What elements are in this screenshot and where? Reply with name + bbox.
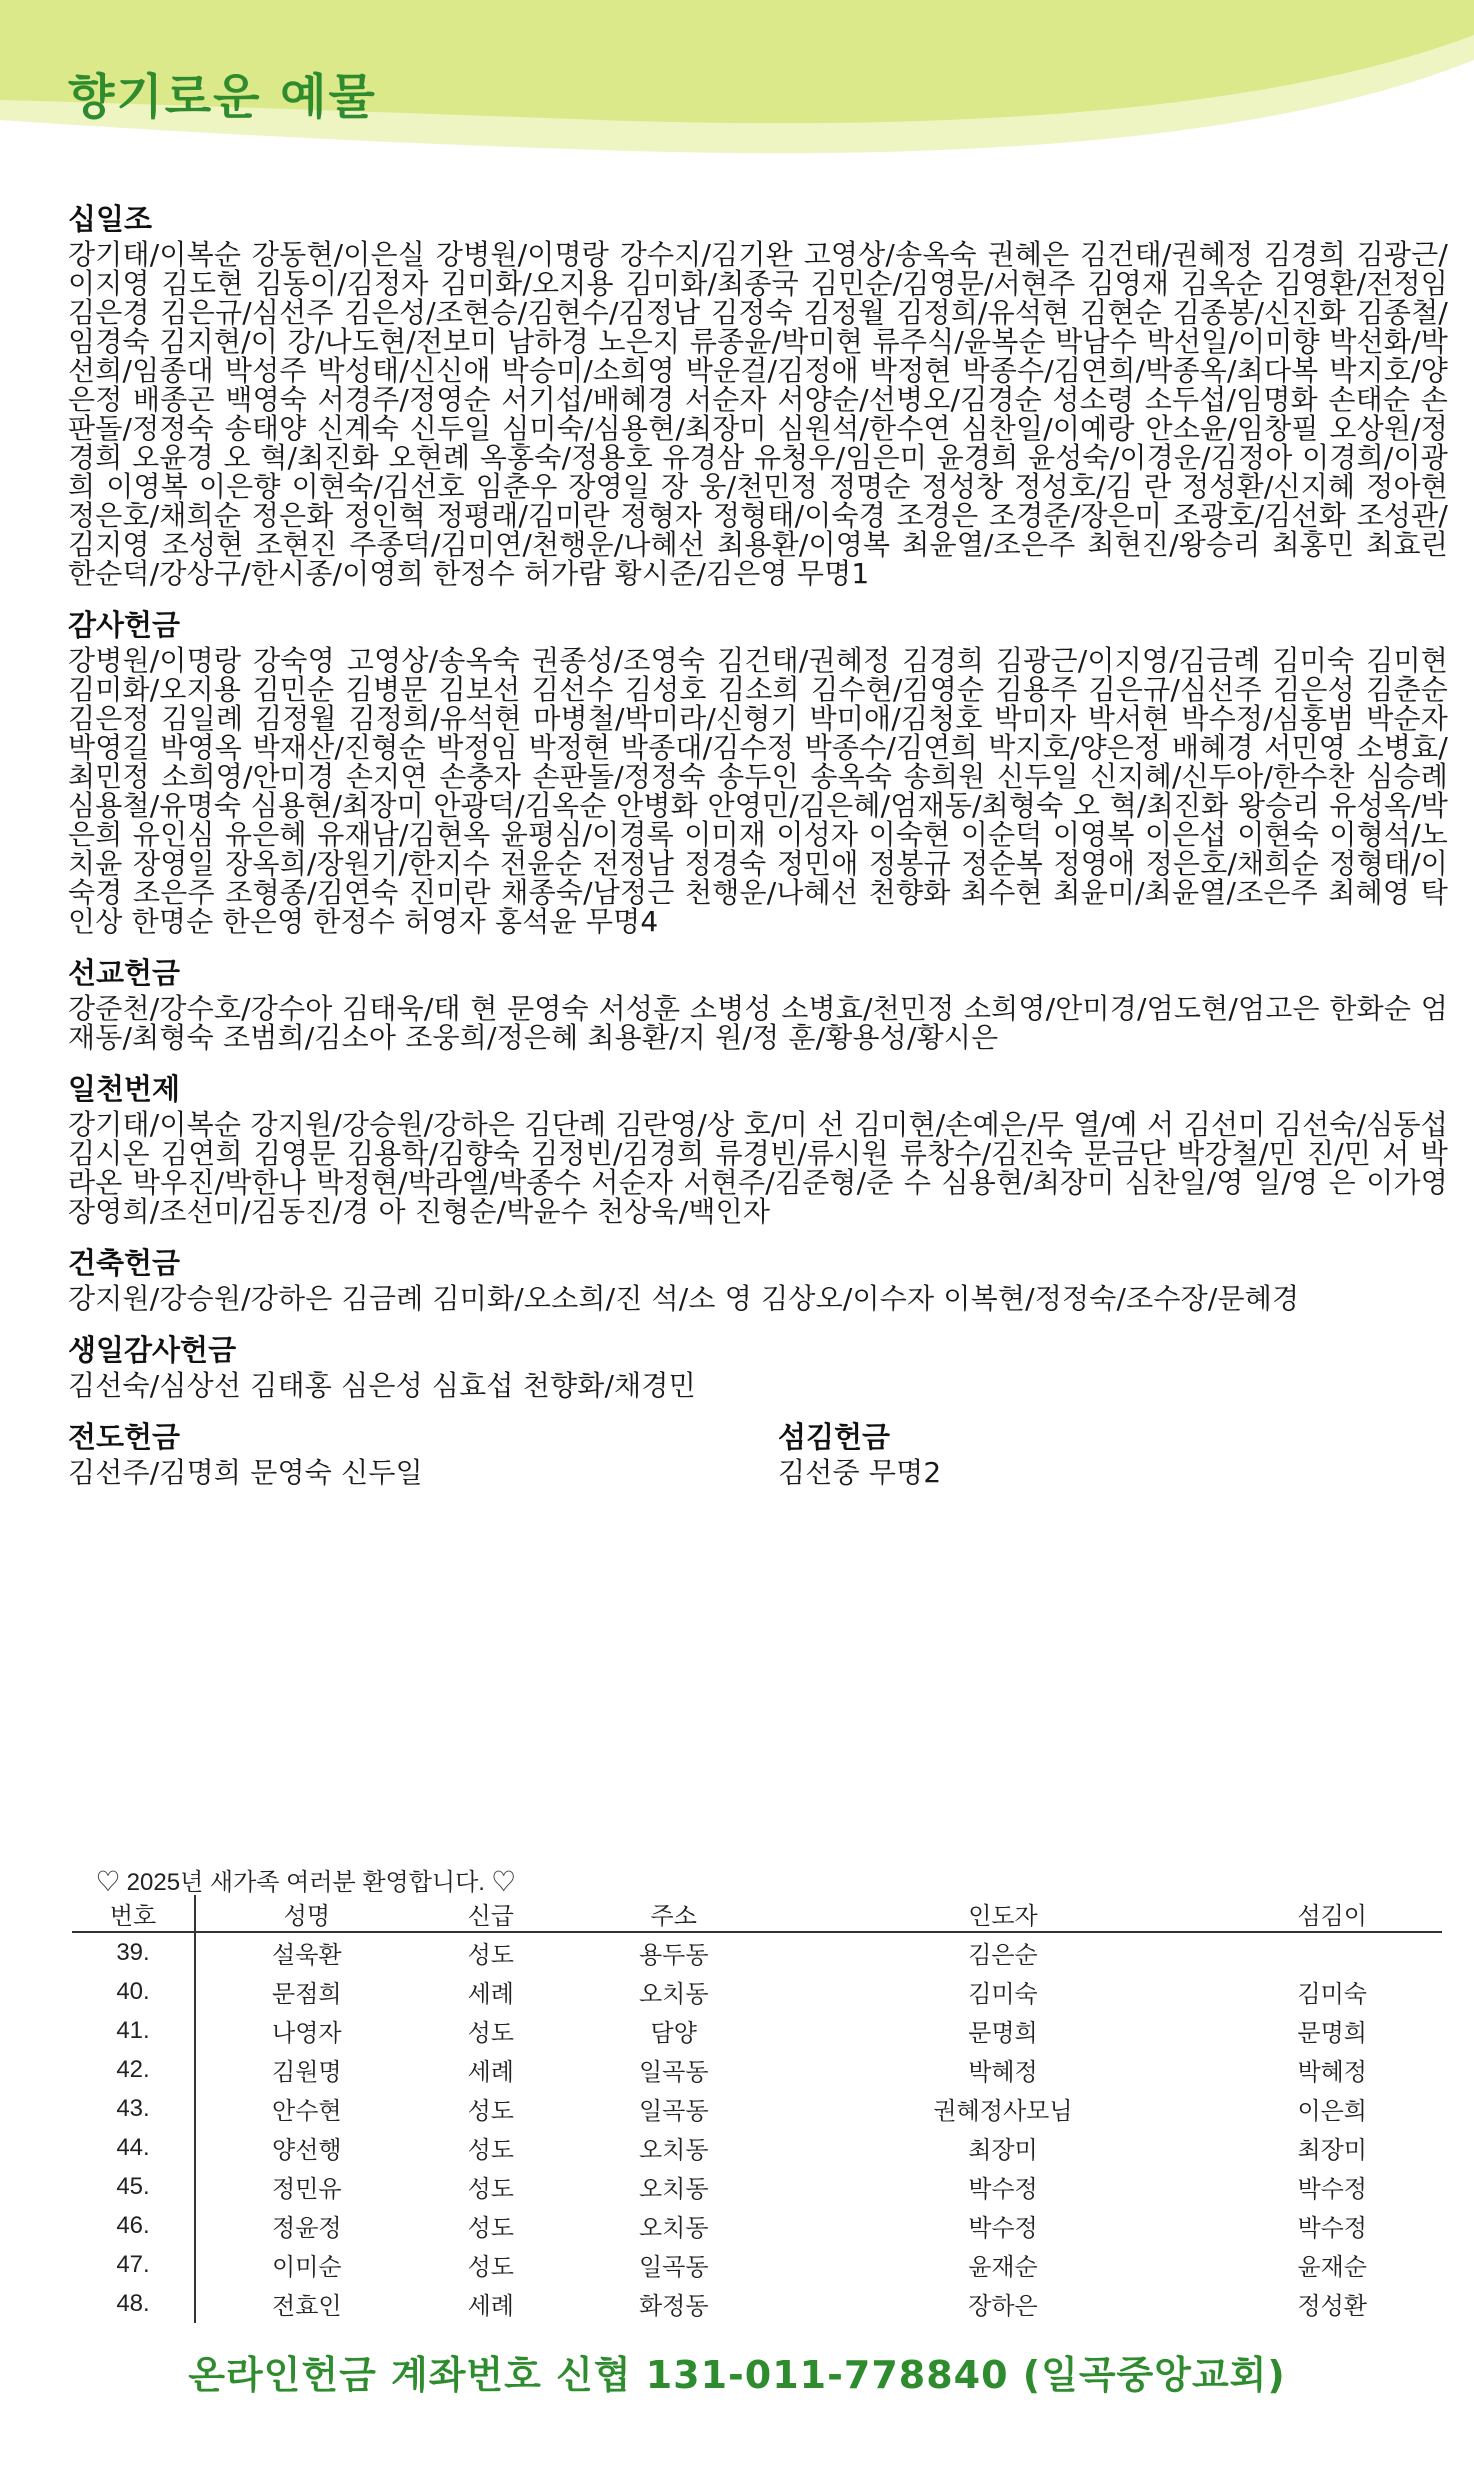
cell-address: 담양 bbox=[650, 2020, 697, 2047]
cell-rank: 세례 bbox=[467, 2059, 514, 2086]
heart-icon: ♡ bbox=[96, 1869, 120, 1896]
section-names: 강준천/강수호/강수아 김태욱/태 현 문영숙 서성훈 소병성 소병효/천민정 소희영/안미경/엄도현/엄고은 한화순 엄재동/최형숙 조범희/김소아 조웅희/정은혜 최용환/지 원/정 훈/황용성/황시은 bbox=[68, 992, 1448, 1054]
header-guide: 인도자 bbox=[783, 1895, 1222, 1932]
cell-rank: 성도 bbox=[467, 2176, 514, 2203]
heart-icon: ♡ bbox=[491, 1869, 516, 1896]
section-title: 일천번제 bbox=[68, 1072, 181, 1106]
section-title: 전도헌금 bbox=[68, 1420, 181, 1454]
cell-caretaker: 최장미 bbox=[1297, 2137, 1367, 2164]
section-thanks-offering bbox=[68, 606, 1448, 936]
cell-name: 김원명 bbox=[272, 2059, 342, 2086]
cell-caretaker: 박혜정 bbox=[1297, 2059, 1367, 2086]
cell-address: 화정동 bbox=[638, 2293, 709, 2320]
table-header-row bbox=[72, 1895, 1442, 1932]
table-row bbox=[72, 2050, 1442, 2089]
header-name: 성명 bbox=[195, 1895, 418, 1932]
cell-address: 오치동 bbox=[638, 2215, 709, 2242]
new-members-table bbox=[72, 1895, 1442, 2323]
cell-address: 오치동 bbox=[638, 2176, 709, 2203]
section-names: 김선중 무명2 bbox=[778, 1456, 942, 1489]
cell-rank: 세례 bbox=[467, 2293, 514, 2320]
cell-guide: 김은순 bbox=[968, 1942, 1038, 1969]
cell-address: 오치동 bbox=[638, 1981, 709, 2008]
cell-number: 41. bbox=[72, 2011, 195, 2050]
cell-caretaker bbox=[1222, 1932, 1442, 1972]
table-row bbox=[72, 2089, 1442, 2128]
section-names: 김선주/김명희 문영숙 신두일 bbox=[68, 1456, 423, 1489]
cell-caretaker: 정성환 bbox=[1297, 2293, 1367, 2320]
cell-caretaker: 박수정 bbox=[1297, 2215, 1367, 2242]
page-title: 향기로운 예물 bbox=[68, 69, 377, 125]
table-row bbox=[72, 1932, 1442, 1972]
table-row bbox=[72, 1972, 1442, 2011]
cell-number: 44. bbox=[72, 2128, 195, 2167]
cell-rank: 성도 bbox=[467, 1942, 514, 1969]
section-title: 감사헌금 bbox=[68, 608, 181, 642]
section-title: 십일조 bbox=[68, 202, 153, 236]
cell-number: 45. bbox=[72, 2167, 195, 2206]
cell-guide: 문명희 bbox=[968, 2020, 1038, 2047]
cell-rank: 성도 bbox=[467, 2020, 514, 2047]
table-row bbox=[72, 2206, 1442, 2245]
cell-number: 43. bbox=[72, 2089, 195, 2128]
cell-rank: 성도 bbox=[467, 2137, 514, 2164]
section-thousand-offering bbox=[68, 1070, 1448, 1226]
section-names: 강병원/이명랑 강숙영 고영상/송옥숙 권종성/조영숙 김건태/권혜정 김경희 김광근/이지영/김금례 김미숙 김미현 김미화/오지용 김민순 김병문 김보선 김선수 김성호 김소희 김수현/김영순 김용주 김은규/심선주 김은성 김춘순 김은정 김일례 김정월 김정희/유석현 마병철/박미라/신형기 박미애/김청호 박미자 박서현 박수정/심홍범 박순자 박영길 박영옥 박재산/진형순 박정임 박정현 박종대/김수정 박종수/김연희 박지호/양은정 배혜경 서민영 소병효/최민정 소희영/안미경 손지연 손충자 손판돌/정정숙 송두인 송옥숙 송희원 신두일 신지혜/신두아/한수찬 심승례 심용철/유명숙 심용현/최장미 안광덕/김옥순 안병화 안영민/김은혜/엄재동/최형숙 오 혁/최진화 왕승리 유성옥/박은희 유인심 유은혜 유재남/김현옥 윤평심/이경록 이미재 이성자 이숙현 이순덕 이영복 이은섭 이현숙 이형석/노치윤 장영일 장옥희/장원기/한지수 전윤순 전정남 정경숙 정민애 정봉규 정순복 정영애 정은호/채희순 정형태/이숙경 조은주 조형종/김연숙 진미란 채종숙/남정근 천행운/나혜선 천향화 최수현 최윤미/최윤열/조은주 최혜영 탁인상 한명순 한은영 한정수 허영자 홍석윤 무명4 bbox=[68, 644, 1448, 938]
cell-caretaker: 김미숙 bbox=[1297, 1981, 1367, 2008]
cell-number: 47. bbox=[72, 2245, 195, 2284]
cell-address: 일곡동 bbox=[638, 2059, 709, 2086]
cell-address: 일곡동 bbox=[638, 2254, 709, 2281]
header-caretaker: 섬김이 bbox=[1222, 1895, 1442, 1932]
cell-caretaker: 윤재순 bbox=[1297, 2254, 1367, 2281]
cell-guide: 박혜정 bbox=[968, 2059, 1038, 2086]
table-row bbox=[72, 2167, 1442, 2206]
section-names: 강기태/이복순 강지원/강승원/강하은 김단례 김란영/상 호/미 선 김미현/손예은/무 열/예 서 김선미 김선숙/심동섭 김시온 김연희 김영문 김용학/김향숙 김정빈/김경희 류경빈/류시원 류창수/김진숙 문금단 박강철/민 진/민 서 박라온 박우진/박한나 박정현/박라엘/박종수 서순자 서현주/김준형/준 수 심용현/최장미 심찬일/영 일/영 은 이가영 장영희/조선미/김동진/경 아 진형순/박윤수 천상욱/백인자 bbox=[68, 1108, 1448, 1228]
table-row bbox=[72, 2128, 1442, 2167]
cell-number: 40. bbox=[72, 1972, 195, 2011]
section-title: 섬김헌금 bbox=[778, 1420, 891, 1454]
cell-name: 양선행 bbox=[272, 2137, 342, 2164]
cell-guide: 윤재순 bbox=[968, 2254, 1038, 2281]
section-tithe bbox=[68, 200, 1448, 588]
header-number: 번호 bbox=[72, 1895, 195, 1932]
split-sections bbox=[68, 1418, 1448, 1487]
section-names: 강기태/이복순 강동현/이은실 강병원/이명랑 강수지/김기완 고영상/송옥숙 권혜은 김건태/권혜정 김경희 김광근/이지영 김도현 김동이/김정자 김미화/오지용 김미화/최종국 김민순/김영문/서현주 김영재 김옥순 김영환/전정임 김은경 김은규/심선주 김은성/조현승/김현수/김정남 김정숙 김정월 김정희/유석현 김현순 김종봉/신진화 김종철/임경숙 김지현/이 강/나도현/전보미 남하경 노은지 류종윤/박미현 류주식/윤복순 박남수 박선일/이미향 박선화/박선희/임종대 박성주 박성태/신신애 박승미/소희영 박운걸/김정애 박정현 박종수/김연희/박종옥/최다복 박지호/양은정 배종곤 백영숙 서경주/정영순 서기섭/배혜경 서순자 서양순/선병오/김경순 성소령 소두섭/임명화 손태순 손판돌/정정숙 송태양 신계숙 신두일 심미숙/심용현/최장미 심원석/한수연 심찬일/이예랑 안소윤/임창필 오상원/정경희 오윤경 오 혁/최진화 오현례 옥홍숙/정용호 유경삼 유청우/임은미 윤경희 윤성숙/이경운/김정아 이경희/이광희 이영복 이은향 이현숙/김선호 임춘우 장영일 장 웅/천민정 정명순 정성창 정성호/김 란 정성환/신지혜 정아현 정은호/채희순 정은화 정인혁 정평래/김미란 정형자 정형태/이숙경 조경은 조경준/장은미 조광호/김선화 조성관/김지영 조성현 조현진 주종덕/김미연/천행운/나혜선 최용환/이영복 최윤열/조은주 최현진/왕승리 최홍민 최효린 한순덕/강상구/한시종/이영희 한정수 허가람 황시준/김은영 무명1 bbox=[68, 238, 1448, 590]
cell-address: 용두동 bbox=[638, 1942, 709, 1969]
table-row bbox=[72, 2245, 1442, 2284]
cell-caretaker: 박수정 bbox=[1297, 2176, 1367, 2203]
section-mission-offering bbox=[68, 954, 1448, 1052]
cell-address: 오치동 bbox=[638, 2137, 709, 2164]
welcome-line bbox=[96, 1862, 516, 1897]
cell-name: 설욱환 bbox=[272, 1942, 342, 1969]
table-row bbox=[72, 2284, 1442, 2323]
cell-number: 39. bbox=[72, 1932, 195, 1972]
cell-name: 정민유 bbox=[272, 2176, 342, 2203]
table-row bbox=[72, 2011, 1442, 2050]
cell-name: 안수현 bbox=[272, 2098, 342, 2125]
cell-name: 정윤정 bbox=[272, 2215, 342, 2242]
cell-name: 이미순 bbox=[272, 2254, 342, 2281]
cell-guide: 권혜정사모님 bbox=[933, 2098, 1073, 2125]
offering-list bbox=[68, 200, 1448, 1505]
welcome-text: 2025년 새가족 여러분 환영합니다. bbox=[126, 1869, 485, 1896]
cell-number: 42. bbox=[72, 2050, 195, 2089]
section-names: 김선숙/심상선 김태홍 심은성 심효섭 천향화/채경민 bbox=[68, 1369, 696, 1402]
section-title: 선교헌금 bbox=[68, 956, 181, 990]
cell-number: 48. bbox=[72, 2284, 195, 2323]
cell-rank: 세례 bbox=[467, 1981, 514, 2008]
section-building-offering bbox=[68, 1244, 1448, 1313]
cell-rank: 성도 bbox=[467, 2254, 514, 2281]
cell-number: 46. bbox=[72, 2206, 195, 2245]
section-birthday-offering bbox=[68, 1331, 1448, 1400]
section-names: 강지원/강승원/강하은 김금례 김미화/오소희/진 석/소 영 김상오/이수자 이복현/정정숙/조수장/문혜경 bbox=[68, 1282, 1300, 1315]
cell-name: 전효인 bbox=[272, 2293, 342, 2320]
section-title: 생일감사헌금 bbox=[68, 1333, 237, 1367]
cell-guide: 최장미 bbox=[968, 2137, 1038, 2164]
cell-guide: 박수정 bbox=[968, 2176, 1038, 2203]
cell-rank: 성도 bbox=[467, 2215, 514, 2242]
cell-caretaker: 이은희 bbox=[1297, 2098, 1367, 2125]
cell-guide: 박수정 bbox=[968, 2215, 1038, 2242]
section-evangelism-offering bbox=[68, 1418, 778, 1487]
cell-caretaker: 문명희 bbox=[1297, 2020, 1367, 2047]
section-title: 건축헌금 bbox=[68, 1246, 181, 1280]
cell-address: 일곡동 bbox=[638, 2098, 709, 2125]
cell-name: 나영자 bbox=[272, 2020, 342, 2047]
cell-guide: 장하은 bbox=[968, 2293, 1038, 2320]
cell-guide: 김미숙 bbox=[968, 1981, 1038, 2008]
cell-name: 문점희 bbox=[272, 1981, 342, 2008]
header-address: 주소 bbox=[564, 1895, 784, 1932]
cell-rank: 성도 bbox=[467, 2098, 514, 2125]
section-service-offering bbox=[778, 1418, 1448, 1487]
online-offering-account: 온라인헌금 계좌번호 신협 131-011-778840 (일곡중앙교회) bbox=[188, 2353, 1286, 2397]
header-rank: 신급 bbox=[418, 1895, 564, 1932]
